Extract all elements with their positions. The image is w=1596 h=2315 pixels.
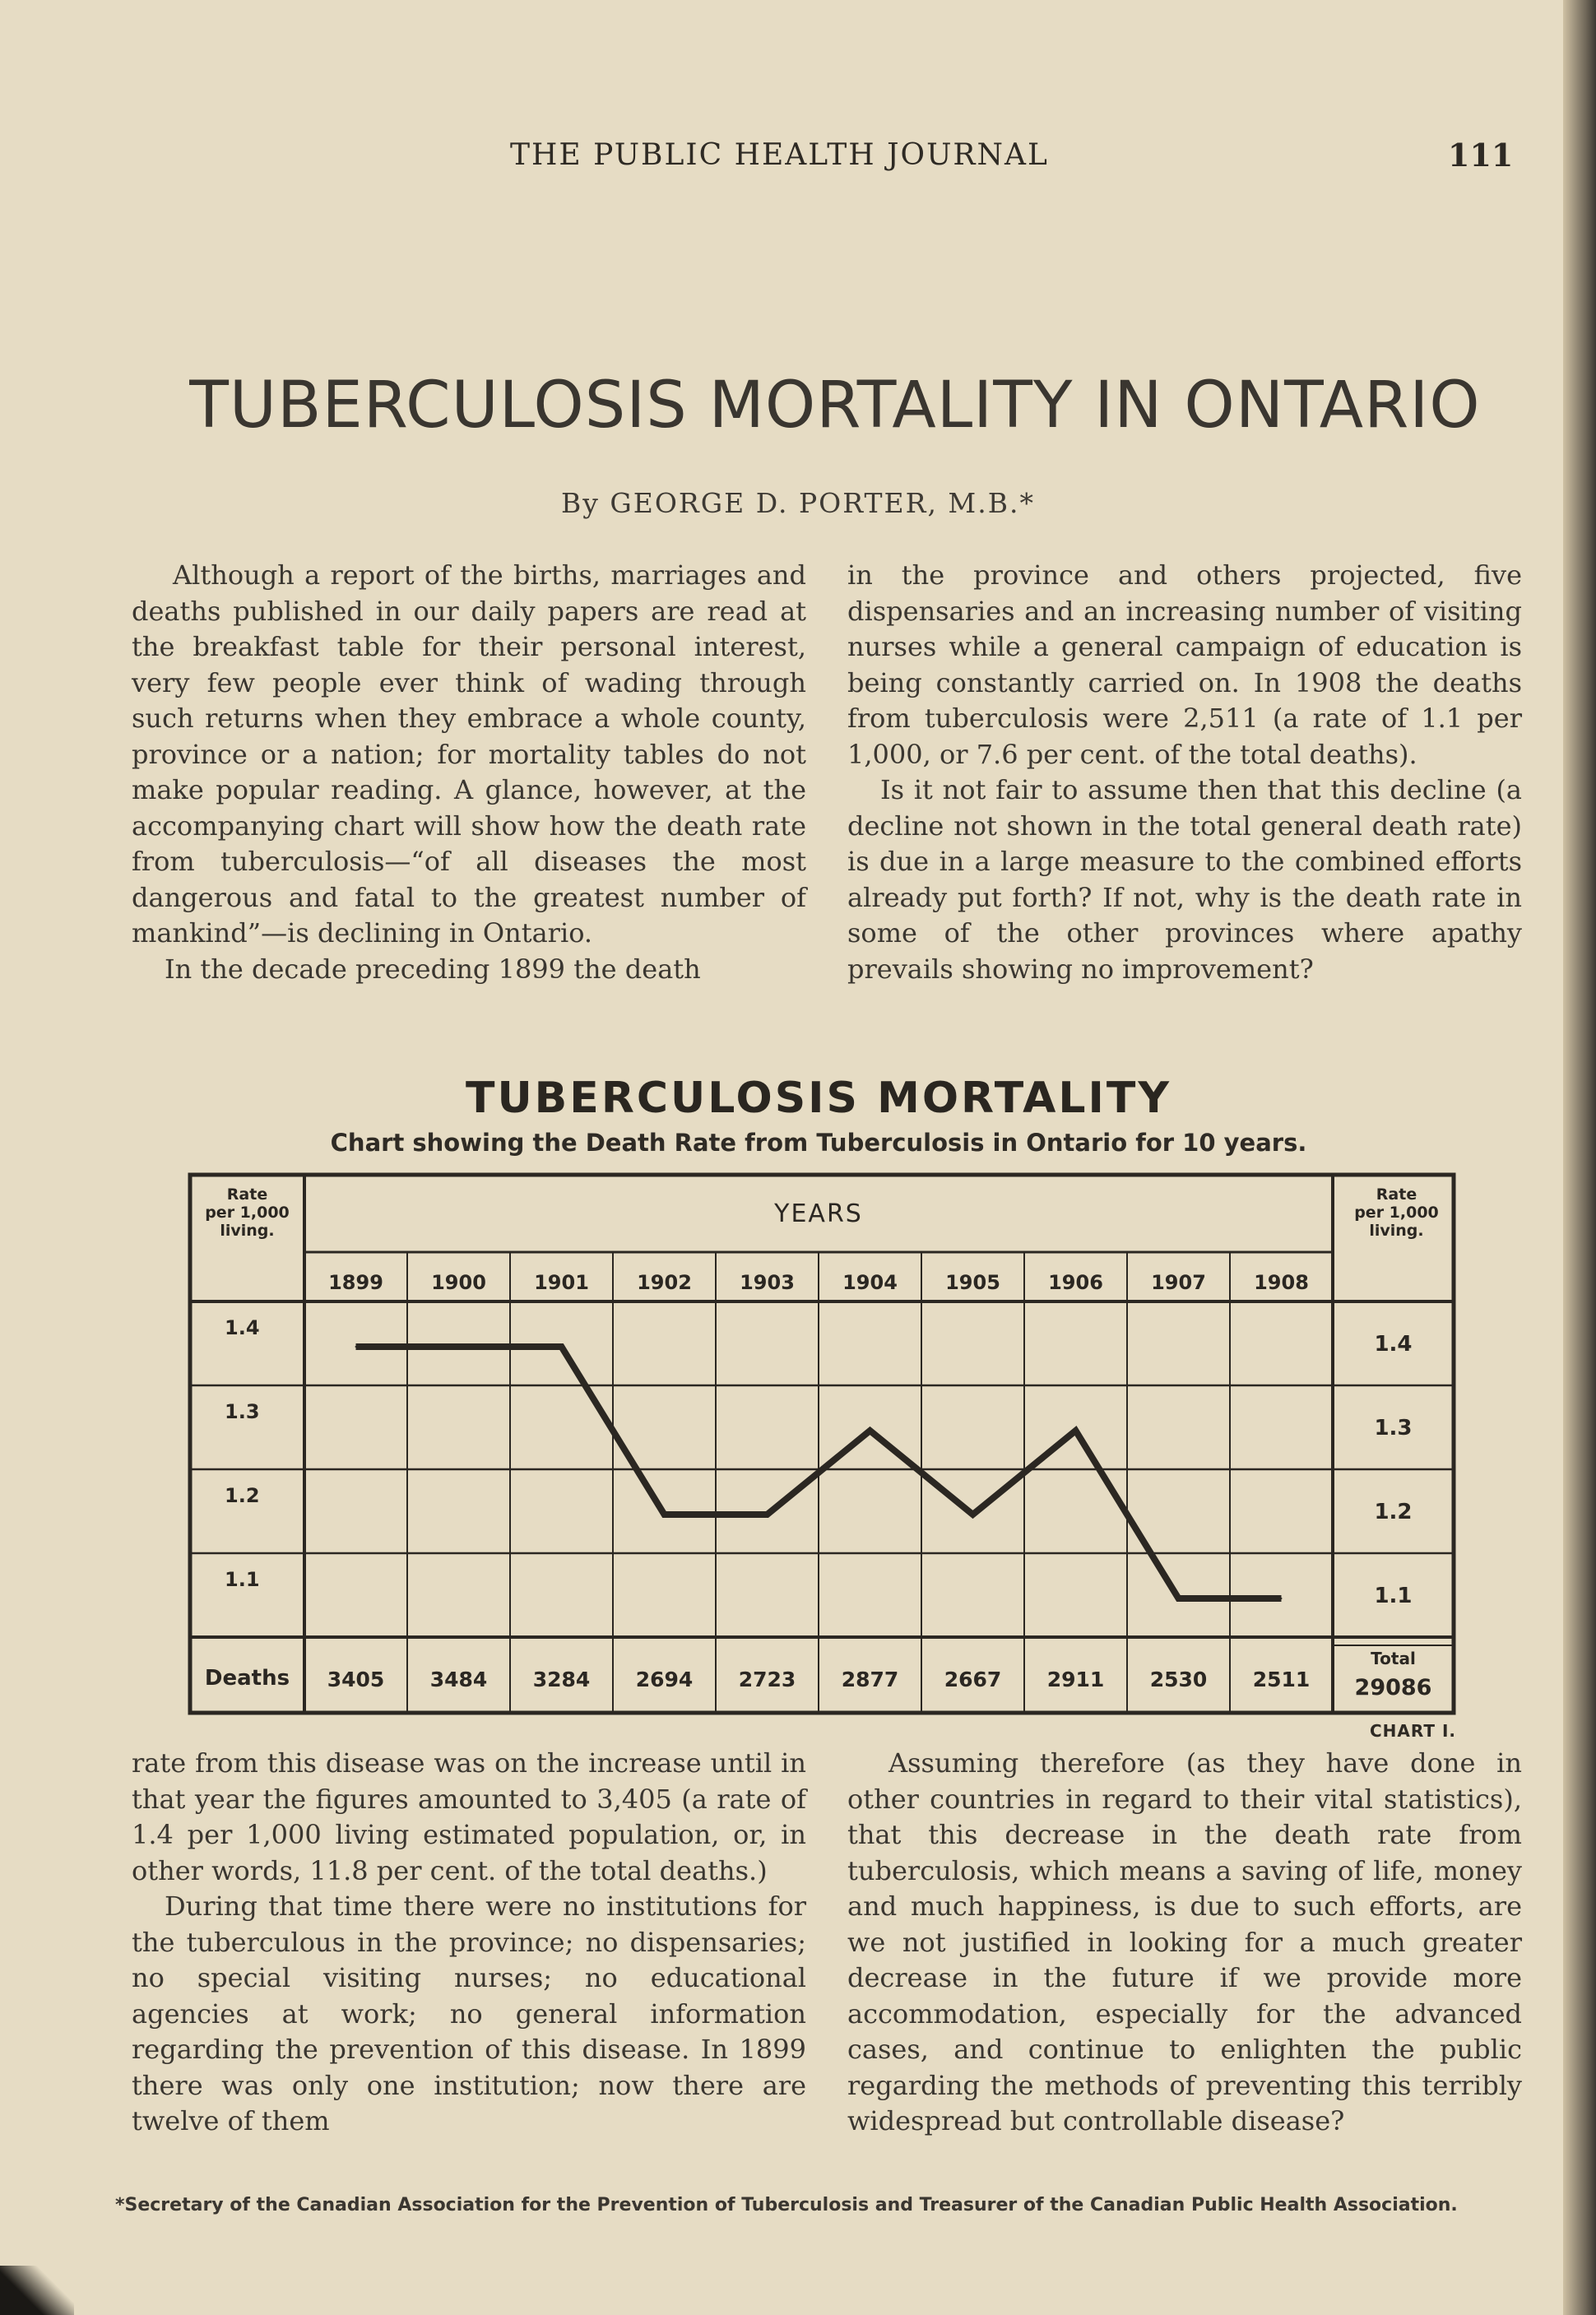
article-title: TUBERCULOSIS MORTALITY IN ONTARIO bbox=[189, 369, 1481, 443]
paragraph: in the province and others projected, five dispensaries and an increasing number of visiting nurses while a general campaign of education is being constantly carried on. In 1908 the deaths from tuberculosis were 2,511 (a rate of 1.1 per 1,000, or 7.6 per cent. of the total deaths). bbox=[847, 559, 1522, 770]
right-column-top bbox=[847, 558, 1522, 987]
paragraph: During that time there were no institutions for the tuberculous in the province; no dispensaries; no special visiting nurses; no educational agencies at work; no general information regarding the prevention of this disease. In 1899 there was only one institution; now there are twelve of them bbox=[132, 1891, 806, 2136]
data-point bbox=[870, 1430, 871, 1431]
data-point bbox=[972, 1514, 974, 1515]
y-tick-left: 1.1 bbox=[225, 1568, 260, 1591]
deaths-value: 2694 bbox=[635, 1668, 694, 1691]
mortality-chart bbox=[185, 1168, 1460, 1728]
total-deaths-value: 29086 bbox=[1354, 1675, 1432, 1700]
corner-shadow bbox=[0, 2266, 74, 2315]
rate-header-left: per 1,000 bbox=[205, 1204, 290, 1222]
paragraph: Is it not fair to assume then that this decline (a decline not shown in the total general death rate) is due in a large measure to the combined efforts already put forth? If not, why is the death rate in some of the other provinces where apathy prevails showing no improvement? bbox=[847, 774, 1522, 985]
year-label: 1908 bbox=[1254, 1271, 1309, 1294]
chart-frame bbox=[190, 1175, 1454, 1713]
page-number: 111 bbox=[1448, 137, 1514, 174]
deaths-value: 3284 bbox=[532, 1668, 591, 1691]
rate-header-right: per 1,000 bbox=[1354, 1204, 1439, 1222]
byline: By GEORGE D. PORTER, M.B.* bbox=[561, 487, 1035, 519]
left-column-top bbox=[132, 558, 806, 987]
deaths-value: 2723 bbox=[738, 1668, 796, 1691]
rate-header-right: Rate bbox=[1376, 1185, 1417, 1204]
deaths-value: 2911 bbox=[1046, 1668, 1105, 1691]
y-tick-left: 1.3 bbox=[225, 1400, 260, 1423]
rate-header-left: living. bbox=[220, 1222, 275, 1240]
y-tick-right: 1.4 bbox=[1374, 1332, 1413, 1357]
data-point bbox=[664, 1514, 666, 1515]
data-point bbox=[458, 1346, 460, 1348]
footnote: *Secretary of the Canadian Association for the Prevention of Tuberculosis and Treasurer of the Canadian Public Health Association. bbox=[115, 2195, 1458, 2215]
data-point bbox=[561, 1346, 563, 1348]
year-label: 1900 bbox=[431, 1271, 486, 1294]
deaths-value: 2530 bbox=[1149, 1668, 1208, 1691]
y-tick-left: 1.4 bbox=[225, 1316, 260, 1339]
paragraph: Assuming therefore (as they have done in other countries in regard to their vital statistics), that this decrease in the death rate from tuberculosis, which means a saving of life, money and much happiness, is due to such efforts, are we not justified in looking for a much greater decrease in the future if we provide more accommodation, especially for the advanced cases, and continue to enlighten the public regarding the methods of preventing this terribly widespread but controllable disease? bbox=[847, 1747, 1522, 2136]
deaths-value: 3405 bbox=[327, 1668, 385, 1691]
deaths-value: 2877 bbox=[841, 1668, 899, 1691]
left-column-bottom bbox=[132, 1746, 806, 2140]
rate-header-right: living. bbox=[1369, 1222, 1424, 1240]
chart-label: CHART I. bbox=[1369, 1721, 1456, 1741]
rate-header-left: Rate bbox=[226, 1185, 268, 1204]
total-label: Total bbox=[1371, 1649, 1416, 1668]
paragraph: rate from this disease was on the increase until in that year the figures amounted to 3,405 (a rate of 1.4 per 1,000 living estimated population, or, in other words, 11.8 per cent. of the total deaths.) bbox=[132, 1747, 806, 1886]
y-tick-left: 1.2 bbox=[225, 1484, 260, 1507]
data-point bbox=[1075, 1430, 1077, 1431]
deaths-value: 3484 bbox=[429, 1668, 488, 1691]
running-head: THE PUBLIC HEALTH JOURNAL bbox=[510, 138, 1049, 172]
year-label: 1904 bbox=[842, 1271, 898, 1294]
year-label: 1903 bbox=[740, 1271, 795, 1294]
paragraph: Although a report of the births, marriages and deaths published in our daily papers are read at the breakfast table for their personal interest, very few people ever think of wading through such returns when they embrace a whole county, province or a nation; for mortality tables do not make popular reading. A glance, however, at the accompanying chart will show how the death rate from tuberculosis—“of all diseases the most dangerous and fatal to the greatest number of mankind”—is declining in Ontario. bbox=[132, 559, 806, 949]
years-header: YEARS bbox=[774, 1199, 863, 1228]
chart-subtitle: Chart showing the Death Rate from Tuberculosis in Ontario for 10 years. bbox=[330, 1129, 1307, 1157]
data-point bbox=[1178, 1598, 1180, 1599]
year-label: 1901 bbox=[534, 1271, 589, 1294]
right-column-bottom bbox=[847, 1746, 1522, 2140]
y-tick-right: 1.1 bbox=[1374, 1584, 1413, 1608]
year-label: 1906 bbox=[1048, 1271, 1103, 1294]
y-tick-right: 1.2 bbox=[1374, 1500, 1413, 1524]
page-edge bbox=[1563, 0, 1596, 2315]
chart-headers bbox=[205, 1185, 1439, 1700]
year-label: 1899 bbox=[328, 1271, 383, 1294]
deaths-value: 2511 bbox=[1252, 1668, 1311, 1691]
y-tick-right: 1.3 bbox=[1374, 1416, 1413, 1440]
year-label: 1902 bbox=[637, 1271, 692, 1294]
data-point bbox=[355, 1346, 357, 1348]
year-label: 1907 bbox=[1151, 1271, 1206, 1294]
data-point bbox=[1281, 1598, 1283, 1599]
chart-grid bbox=[190, 1175, 1454, 1713]
chart-title: TUBERCULOSIS MORTALITY bbox=[465, 1074, 1172, 1123]
year-label: 1905 bbox=[945, 1271, 1000, 1294]
paragraph: In the decade preceding 1899 the death bbox=[165, 953, 701, 985]
data-point bbox=[767, 1514, 768, 1515]
deaths-value: 2667 bbox=[944, 1668, 1002, 1691]
deaths-label: Deaths bbox=[204, 1666, 290, 1691]
